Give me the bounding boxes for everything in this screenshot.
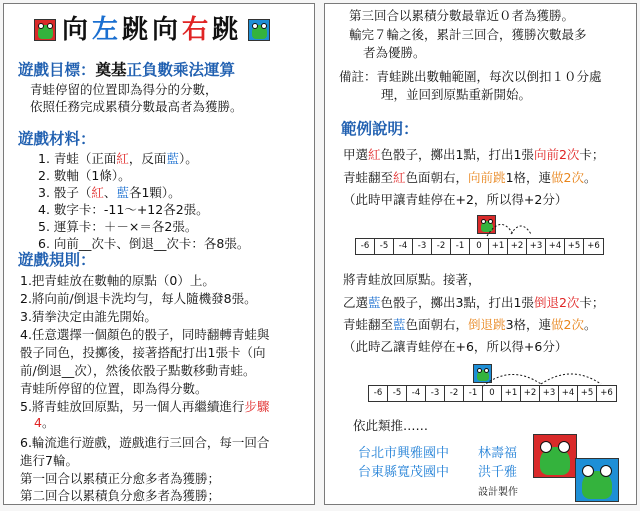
note-line: 備註：青蛙跳出數軸範圍，每次以倒扣１０分處 [339,69,602,84]
credit-made: 設計製作 [478,487,518,498]
example1-line [343,170,596,186]
text-run: 5.將青蛙放回原點，另一個人再繼續進行 [20,399,245,414]
material-item [38,151,198,167]
material-item [38,185,181,201]
material-item: 6. 向前__次卡、倒退__次卡：各8張。 [38,236,250,251]
frog-blue-icon [248,19,270,41]
infer-text: 依此類推…… [353,418,429,433]
rules-heading: 遊戲規則： [18,251,96,269]
text-run: ）。 [178,151,198,166]
materials-heading: 遊戲材料： [18,130,96,148]
number-cell: -6 [356,239,375,254]
example1-line: （此時甲讓青蛙停在+2，所以得+2分） [343,192,568,207]
text-run: 乙選 [343,295,369,310]
number-cell: 0 [483,386,502,401]
number-cell: +1 [489,239,508,254]
title-char: 向 [62,15,93,45]
text-run: 倒退2次 [533,295,580,310]
number-cell: +2 [508,239,527,254]
goal-line: 青蛙停留的位置即為得分的分數， [30,82,218,97]
text-run: 。 [583,170,597,185]
text-run: 。 [41,415,55,430]
goal-heading [18,58,235,80]
number-cell: 0 [470,239,489,254]
number-cell: -1 [451,239,470,254]
rule-line: 第三回合以累積分數最靠近０者為獲勝。 [349,8,575,23]
rule-line: 6.輪流進行遊戲，遊戲進行三回合，每一回合 [20,435,270,450]
number-cell: -4 [407,386,426,401]
number-cell: -3 [426,386,445,401]
text-run: 紅 [368,147,381,162]
text-run: 色骰子，擲出3點，打出1張 [380,295,534,310]
text-run: 紅 [116,151,129,166]
number-cell: +4 [559,386,578,401]
text-run: 1. 青蛙（正面 [38,151,117,166]
title-char: 跳 [122,15,153,45]
number-cell: +4 [546,239,565,254]
text-run: 卡； [579,295,605,310]
step-number: 4 [34,415,42,430]
number-cell: +5 [578,386,597,401]
credit-name: 林壽福 [478,446,518,461]
text-run: 青蛙翻至 [343,317,394,332]
text-run: 甲選 [343,147,369,162]
frog-red-icon [34,19,56,41]
text-run: 藍 [368,295,381,310]
text-run: 色面朝右， [405,170,469,185]
text-run: 。 [583,317,597,332]
text-run: 3. 骰子（ [38,185,92,200]
text-run: 做2次 [551,317,584,332]
text-run: 各1顆）。 [128,185,181,200]
number-cell: -3 [413,239,432,254]
goal-line: 依照任務完成累積分數最高者為獲勝。 [30,99,243,114]
text-run: 藍 [116,185,129,200]
goal-prefix: 奠基 [95,61,127,79]
example2-line: 將青蛙放回原點。接著， [343,272,481,287]
rule-line: 第一回合以累積正分愈多者為獲勝； [20,471,221,486]
jump-arc-icon [485,210,535,240]
title-char: 向 [152,15,183,45]
right-card [324,3,637,505]
rule-line: 前/倒退__次），然後依骰子點數移動青蛙。 [20,363,256,378]
number-cell: +3 [527,239,546,254]
text-run: 1格，連 [505,170,552,185]
rule-line: 者為優勝。 [363,45,426,60]
game-title [62,15,242,45]
rule-line: 青蛙所停留的位置，即為得分數。 [20,381,208,396]
number-cell: -5 [388,386,407,401]
text-run: 3格，連 [505,317,552,332]
frog-blue-icon [575,458,619,502]
text-run: 、 [103,185,117,200]
number-cell: +2 [521,386,540,401]
rule-line: 4.任意選擇一個顏色的骰子，同時翻轉青蛙與 [20,327,270,342]
note-line: 理，並回到原點重新開始。 [381,87,532,102]
text-run: 向前跳 [468,170,506,185]
title-char: 右 [182,15,213,45]
text-run: 紅 [91,185,104,200]
text-run: 倒退跳 [468,317,506,332]
text-run: 藍 [393,317,406,332]
number-cell: +3 [540,386,559,401]
text-run: 色骰子，擲出1點，打出1張 [380,147,534,162]
step-ref: 步驟 [244,399,270,414]
example2-line: （此時乙讓青蛙停在+6，所以得+6分） [343,339,568,354]
text-run: 向前2次 [533,147,580,162]
number-cell: -2 [432,239,451,254]
text-run: 做2次 [551,170,584,185]
rule-line: 1.把青蛙放在數軸的原點（0）上。 [20,273,215,288]
number-line [355,238,604,255]
number-cell: -1 [464,386,483,401]
material-item: 2. 數軸（1條）。 [38,168,131,183]
text-run: ，反面 [128,151,167,166]
example-heading: 範例說明： [341,120,419,138]
example1-line [343,147,604,163]
text-run: 色面朝右， [405,317,469,332]
text-run: 藍 [166,151,179,166]
goal-emphasis: 正負數乘法運算 [126,61,236,79]
number-cell: -4 [394,239,413,254]
credit-school: 台東縣寬茂國中 [358,465,450,480]
number-cell: -5 [375,239,394,254]
text-run: 紅 [393,170,406,185]
rule-line: 骰子同色，投擲後，接著搭配打出1張卡（向 [20,345,266,360]
goal-label: 遊戲目標： [18,61,96,79]
number-cell: +6 [587,241,600,251]
title-char: 跳 [212,15,243,45]
frog-red-icon [533,434,577,478]
example2-line [343,295,604,311]
credit-name: 洪千雅 [478,465,518,480]
title-char: 左 [92,15,123,45]
material-item: 5. 運算卡：＋－×＝各2張。 [38,219,198,234]
text-run: 青蛙翻至 [343,170,394,185]
number-cell: +6 [600,388,613,398]
number-cell: -6 [369,386,388,401]
number-cell: +1 [502,386,521,401]
number-line [368,385,617,402]
rule-line: 輸完７輪之後，累計三回合，獲勝次數最多 [349,27,587,42]
rule-line: 第二回合以累積負分愈多者為獲勝； [20,488,221,503]
rule-line [20,399,269,415]
title-row [34,15,270,45]
credit-school: 台北市興雅國中 [358,446,450,461]
example2-line [343,317,596,333]
material-item: 4. 數字卡：-11～+12各2張。 [38,202,209,217]
rule-line: 進行7輪。 [20,453,78,468]
rule-line: 3.猜拳決定由誰先開始。 [20,309,157,324]
number-cell: -2 [445,386,464,401]
rule-line [34,415,54,431]
rule-line: 2.將向前/倒退卡洗均勻，每人隨機發8張。 [20,291,257,306]
number-cell: +5 [565,239,584,254]
text-run: 卡； [579,147,605,162]
left-card [3,3,315,505]
